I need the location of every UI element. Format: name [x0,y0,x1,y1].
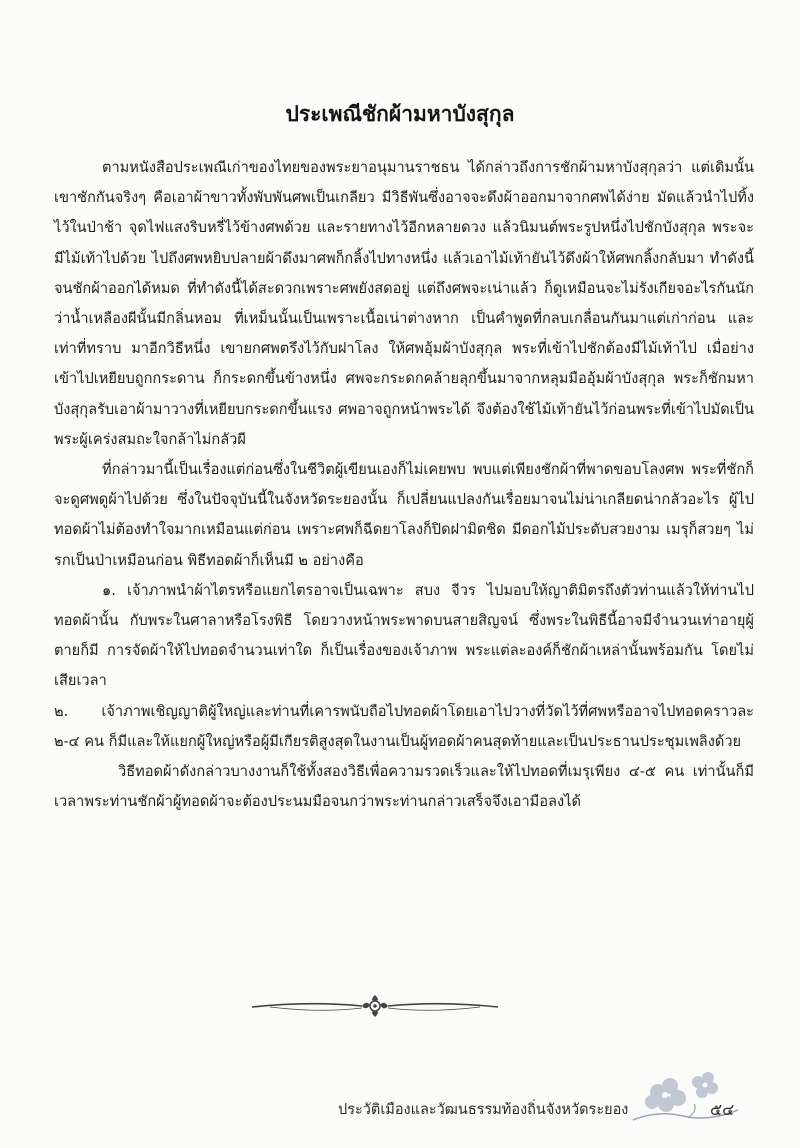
list-item-1: ๑. เจ้าภาพนำผ้าไตรหรือแยกไตรอาจเป็นเฉพาะ สบง จีวร ไปมอบให้ญาติมิตรถึงตัวท่านแล้วให้ท่านไปทอดผ้านั้น กับพระในศาลาหรือโรงพิธี โดยวางหน้าพระพาดบนสายสิญจน์ ซึ่งพระในพิธีนี้อาจมีจำนวนเท่าอายุผู้ตายก็มี การจัดผ้าให้ไปทอดจำนวนเท่าใด ก็เป็นเรื่องของเจ้าภาพ พระแต่ละองค์ก็ชักผ้าเหล่านั้นพร้อมกัน โดยไม่เสียเวลา [54,581,754,690]
divider-ornament-icon [250,992,500,1022]
page-title: ประเพณีชักผ้ามหาบังสุกุล [285,101,515,126]
paragraph-1: ตามหนังสือประเพณีเก่าของไทยของพระยาอนุมานราชธน ได้กล่าวถึงการชักผ้ามหาบังสุกุลว่า แต่เดิมนั้นเขาชักกันจริงๆ คือเอาผ้าขาวทั้งพับพันศพเป็นเกลียว มีวิธีพันซึ่งอาจจะดึงผ้าออกมาจากศพได้ง่าย มัดแล้วนำไปทิ้งไว้ในป่าช้า จุดไฟแสงริบหรี่ไว้ข้างศพด้วย และรายทางไว้อีกหลายดวง แล้วนิมนต์พระรูปหนึ่งไปชักบังสุกุล พระจะมีไม้เท้าไปด้วย ไปถึงศพหยิบปลายผ้าดึงมาศพก็กลิ้งไปทางหนึ่ง แล้วเอาไม้เท้ายันไว้ดึงผ้าให้ศพกลิ้งกลับมา ทำดังนี้จนชักผ้าออกได้หมด ที่ทำดังนี้ได้สะดวกเพราะศพยังสดอยู่ แต่ถึงศพจะเน่าแล้ว ก็ดูเหมือนจะไม่รังเกียจอะไรกันนักว่าน้ำเหลืองผีนั้นมีกลิ่นหอม ที่เหม็นนั้นเป็นเพราะเนื้อเน่าต่างหาก เป็นคำพูดที่กลบเกลื่อนกันมาแต่เก่าก่อน และเท่าที่ทราบ มาอีกวิธีหนึ่ง เขายกศพตรึงไว้กับฝาโลง ให้ศพอุ้มผ้าบังสุกุล พระที่เข้าไปชักต้องมีไม้เท้าไป เมื่อย่างเข้าไปเหยียบถูกกระดาน ก็กระดกขึ้นข้างหนึ่ง ศพจะกระดกคล้ายลุกขึ้นมาจากหลุมมืออุ้มผ้าบังสุกุล พระก็ชักมหาบังสุกุลรับเอาผ้ามาวางที่เหยียบกระดกขึ้นแรง ศพอาจถูกหน้าพระได้ จึงต้องใช้ไม้เท้ายันไว้ก่อนพระที่เข้าไปมัดเป็นพระผู้เคร่งสมถะใจกล้าไม่กลัวผี [54,159,754,448]
footer-book-title: ประวัติเมืองและวัฒนธรรมท้องถิ่นจังหวัดระยอง [338,1102,629,1118]
list-item-2: ๒. เจ้าภาพเชิญญาติผู้ใหญ่และท่านที่เคารพนับถือไปทอดผ้าโดยเอาไปวางที่วัดไว้ที่ศพหรืออาจไปทอดคราวละ ๒-๔ คน ก็มีและให้แยกผู้ใหญ่หรือผู้มีเกียรติสูงสุดในงานเป็นผู้ทอดผ้าคนสุดท้ายและเป็นประธานประชุมเพลิงด้วย [54,702,754,750]
paragraph-3: วิธีทอดผ้าดังกล่าวบางงานก็ใช้ทั้งสองวิธีเพื่อความรวดเร็วและให้ไปทอดที่เมรุเพียง ๔-๕ คน เท่านั้นก็มี เวลาพระท่านชักผ้าผู้ทอดผ้าจะต้องประนมมือจนกว่าพระท่านกล่าวเสร็จจึงเอามือลงได้ [54,763,754,811]
page-number: ๕๔ [710,1100,735,1119]
paragraph-2: ที่กล่าวมานี้เป็นเรื่องแต่ก่อนซึ่งในชีวิตผู้เขียนเองก็ไม่เคยพบ พบแต่เพียงชักผ้าที่พาดขอบโลงศพ พระที่ชักก็จะดูศพดูผ้าไปด้วย ซึ่งในปัจจุบันนี้ในจังหวัดระยองนั้น ก็เปลี่ยนแปลงกันเรื่อยมาจนไม่น่าเกลียดน่ากลัวอะไร ผู้ไปทอดผ้าไม่ต้องทำใจมากเหมือนแต่ก่อน เพราะศพก็ฉีดยาโลงก็ปิดฝามิดชิด มีดอกไม้ประดับสวยงาม เมรุก็สวยๆ ไม่รกเป็นป่าเหมือนก่อน พิธีทอดผ้าก็เห็นมี ๒ อย่างคือ [54,461,754,569]
article-body [54,153,754,817]
